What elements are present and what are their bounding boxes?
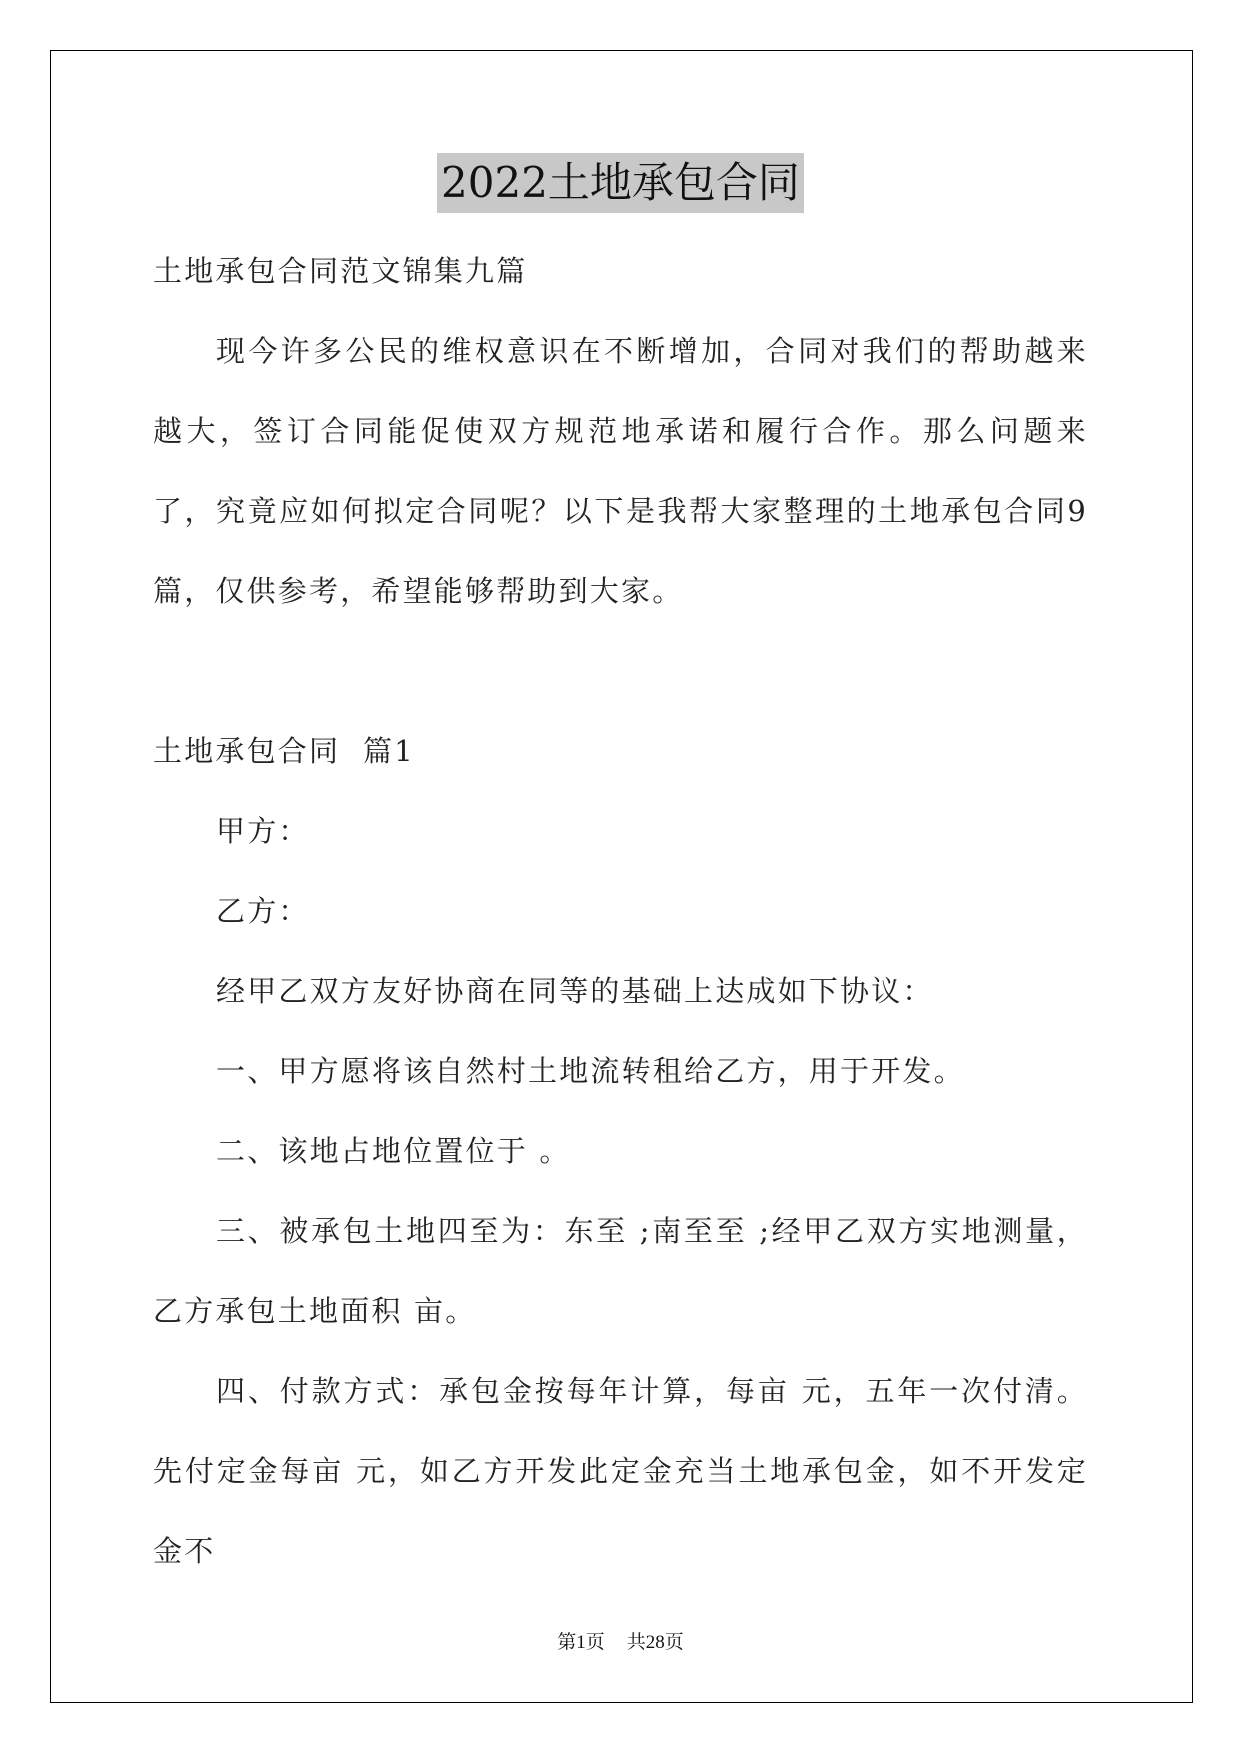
document-title-text: 2022土地承包合同 [437,153,804,213]
clause-3: 三、被承包土地四至为：东至 ;南至至 ;经甲乙双方实地测量，乙方承包土地面积 亩。 [153,1214,1088,1328]
page-current: 第1页 [557,1632,605,1653]
section-spacer [153,631,1088,711]
clause-1: 一、甲方愿将该自然村土地流转租给乙方，用于开发。 [216,1054,965,1088]
page-total: 共28页 [626,1632,684,1653]
page-footer [0,1627,1241,1654]
party-b-line: 乙方： [216,894,310,928]
intro-paragraph: 现今许多公民的维权意识在不断增加，合同对我们的帮助越来越大，签订合同能促使双方规范地承诺和履行合作。那么问题来了，究竟应如何拟定合同呢？以下是我帮大家整理的土地承包合同9篇，仅供参考，希望能够帮助到大家。 [153,334,1088,608]
party-a-line: 甲方： [216,814,310,848]
document-subtitle: 土地承包合同范文锦集九篇 [153,254,528,288]
clause-2: 二、该地占地位置位于 。 [216,1134,571,1168]
clause-4: 四、付款方式：承包金按每年计算，每亩 元，五年一次付清。先付定金每亩 元，如乙方开发此定金充当土地承包金，如不开发定金不 [153,1374,1088,1568]
document-body [153,231,1088,1591]
section-heading: 土地承包合同 篇1 [153,734,415,768]
document-title [0,153,1241,216]
agreement-lead: 经甲乙双方友好协商在同等的基础上达成如下协议： [216,974,934,1008]
